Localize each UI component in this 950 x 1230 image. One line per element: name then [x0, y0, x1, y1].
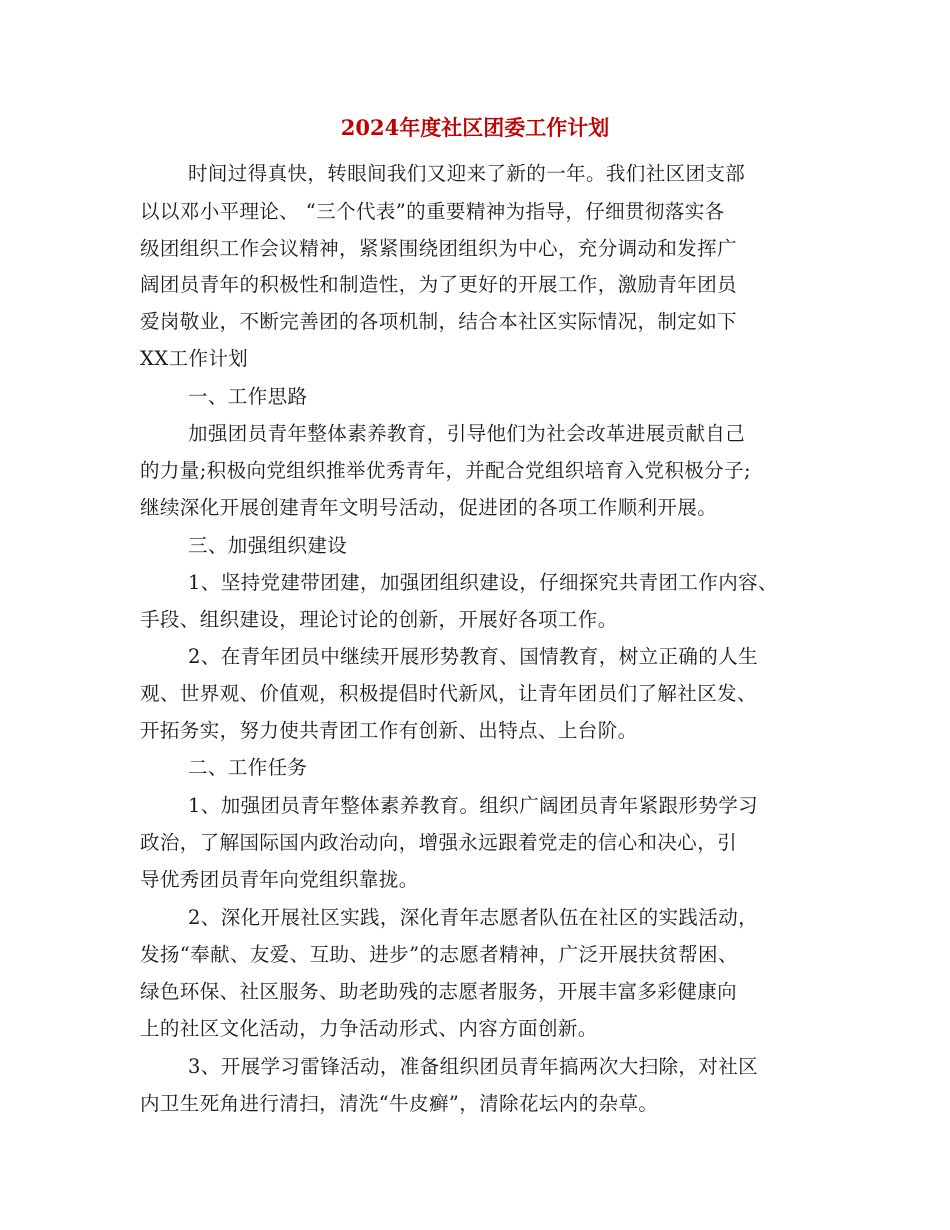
paragraph-line: 1、加强团员青年整体素养教育。组织广阔团员青年紧跟形势学习 — [188, 794, 759, 817]
paragraph-line: 观、世界观、价值观，积极提倡时代新风，让青年团员们了解社区发、 — [140, 682, 757, 705]
paragraph-line: 上的社区文化活动，力争活动形式、内容方面创新。 — [140, 1017, 598, 1040]
document-title: 2024年度社区团委工作计划 — [340, 115, 610, 140]
paragraph-line: 导优秀团员青年向党组织靠拢。 — [140, 868, 419, 891]
paragraph-line: 级团组织工作会议精神，紧紧围绕团组织为中心，充分调动和发挥广 — [140, 237, 738, 260]
paragraph-line: 政治，了解国际国内政治动向，增强永远跟着党走的信心和决心，引 — [140, 831, 738, 854]
section-heading: 三、加强组织建设 — [188, 534, 348, 557]
section-heading: 一、工作思路 — [188, 385, 308, 408]
paragraph-line: 2、在青年团员中继续开展形势教育、国情教育，树立正确的人生 — [188, 645, 759, 668]
paragraph-line: 2、深化开展社区实践，深化青年志愿者队伍在社区的实践活动， — [188, 906, 759, 929]
paragraph-line: 的力量;积极向党组织推举优秀青年，并配合党组织培育入党积极分子; — [140, 459, 751, 482]
paragraph-line: XX工作计划 — [140, 347, 249, 370]
paragraph-line: 时间过得真快，转眼间我们又迎来了新的一年。我们社区团支部 — [188, 162, 746, 185]
paragraph-line: 内卫生死角进行清扫，清洗“牛皮癣”，清除花坛内的杂草。 — [140, 1092, 659, 1115]
section-heading: 二、工作任务 — [188, 756, 308, 779]
paragraph-line: 以以邓小平理论、 “三个代表”的重要精神为指导，仔细贯彻落实各 — [140, 200, 725, 223]
paragraph-line: 继续深化开展创建青年文明号活动，促进团的各项工作顺利开展。 — [140, 496, 718, 519]
paragraph-line: 发扬“奉献、友爱、互助、进步”的志愿者精神，广泛开展扶贫帮困、 — [140, 943, 738, 966]
paragraph-line: 阔团员青年的积极性和制造性，为了更好的开展工作，激励青年团员 — [140, 273, 738, 296]
paragraph-line: 3、开展学习雷锋活动，准备组织团员青年搞两次大扫除，对社区 — [188, 1055, 759, 1078]
paragraph-line: 绿色环保、社区服务、助老助残的志愿者服务，开展丰富多彩健康向 — [140, 980, 738, 1003]
paragraph-line: 手段、组织建设，理论讨论的创新，开展好各项工作。 — [140, 608, 618, 631]
paragraph-line: 加强团员青年整体素养教育，引导他们为社会改革进展贡献自己 — [188, 422, 746, 445]
paragraph-line: 爱岗敬业，不断完善团的各项机制，结合本社区实际情况，制定如下 — [140, 310, 738, 333]
paragraph-line: 1、坚持党建带团建，加强团组织建设，仔细探究共青团工作内容、 — [188, 571, 778, 594]
paragraph-line: 开拓务实，努力使共青团工作有创新、出特点、上台阶。 — [140, 719, 638, 742]
